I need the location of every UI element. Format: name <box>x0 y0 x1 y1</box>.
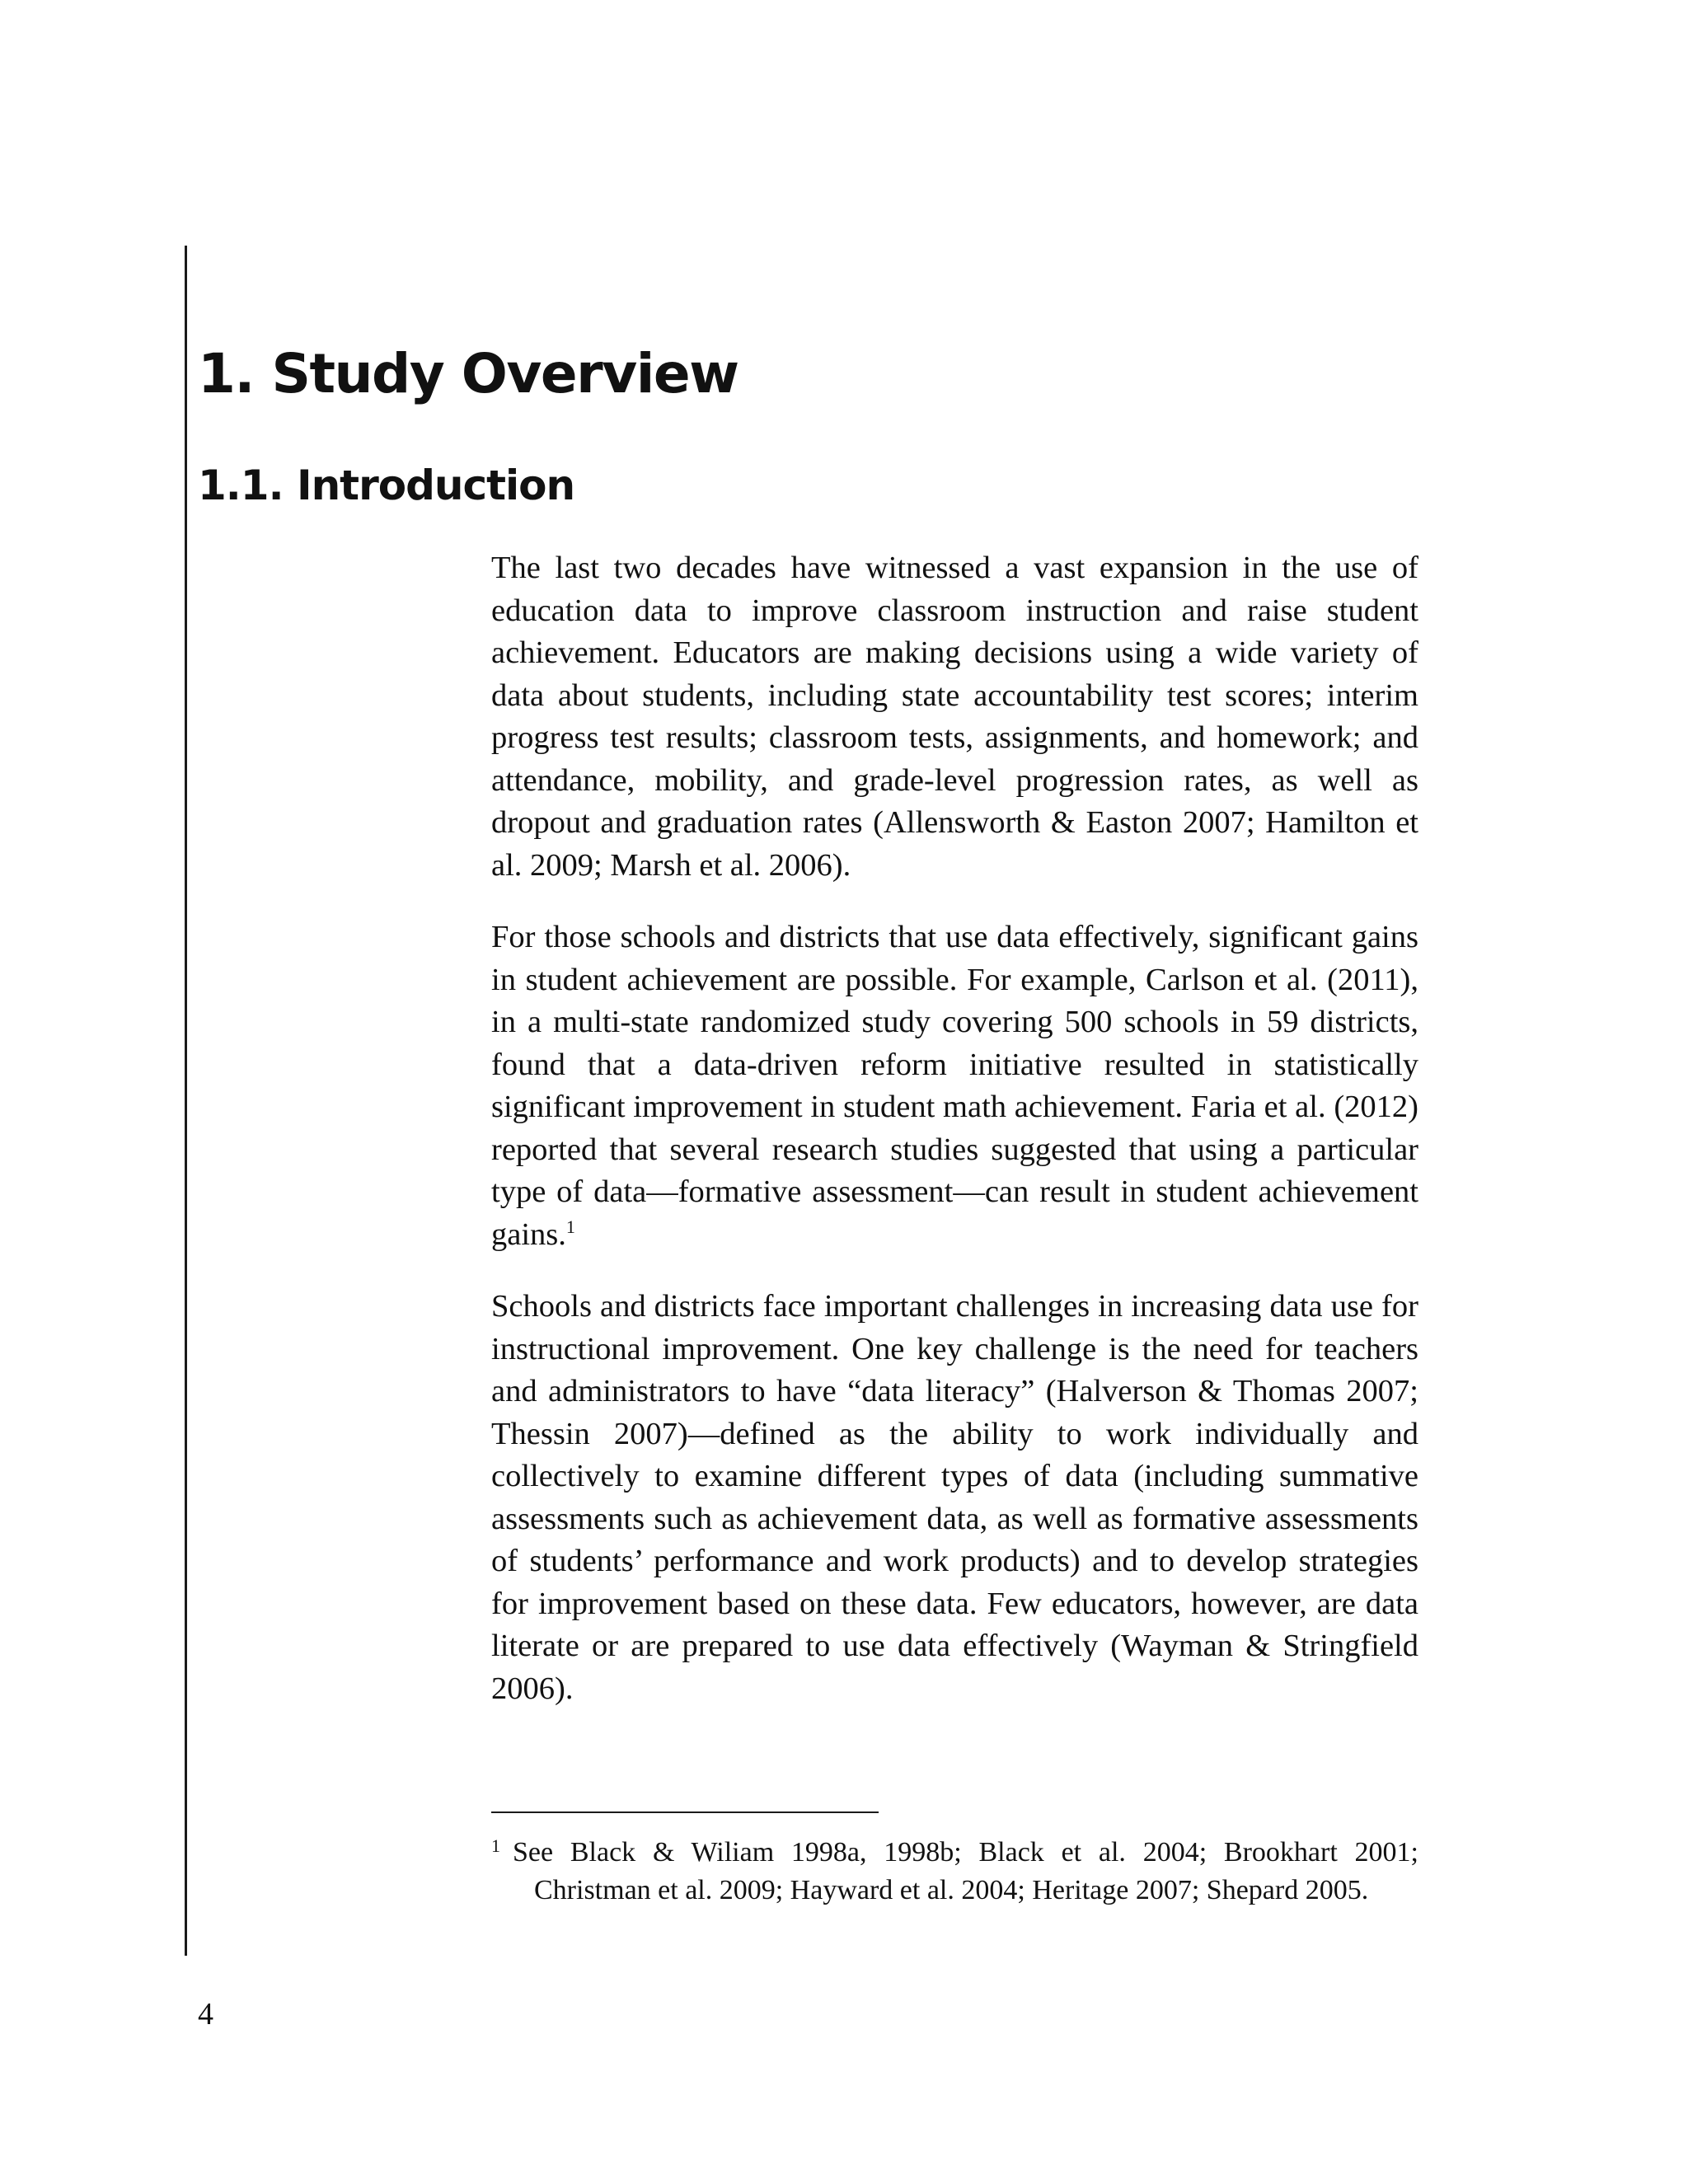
footnote-text: See Black & Wiliam 1998a, 1998b; Black et al. 2004; Brookhart 2001; Christman et al. 2009; Hayward et al. 2004; Heritage 2007; Shepard 2005. <box>513 1837 1418 1905</box>
footnote-number: 1 <box>491 1835 500 1856</box>
chapter-title: 1. Study Overview <box>198 342 738 405</box>
body-text <box>491 547 1418 1740</box>
paragraph <box>491 916 1418 1256</box>
paragraph: Schools and districts face important challenges in increasing data use for instructional improvement. One key challenge is the need for teachers and administrators to have “data literacy” (Halverson & Thomas 2007; Thessin 2007)—defined as the ability to work individually and collectively to examine different types of data (including summative assessments such as achievement data, as well as formative assessments of students’ performance and work products) and to develop strategies for improvement based on these data. Few educators, however, are data literate or are prepared to use data effectively (Wayman & Stringfield 2006). <box>491 1289 1418 1706</box>
footnote <box>491 1834 1418 1910</box>
paragraph-text: For those schools and districts that use data effectively, significant gains in student achievement are possible. For example, Carlson et al. (2011), in a multi-state randomized study covering 500 schools in 59 districts, found that a data-driven reform initiative resulted in statistically significant improvement in student math achievement. Faria et al. (2012) reported that several research studies suggested that using a particular type of data—formative assessment—can result in student achievement gains. <box>491 920 1418 1252</box>
footnote-divider <box>491 1811 879 1813</box>
footnote-reference[interactable]: 1 <box>565 1216 575 1237</box>
margin-rule <box>185 246 187 1956</box>
section-title: 1.1. Introduction <box>198 462 575 509</box>
paragraph: The last two decades have witnessed a vast expansion in the use of education data to improve classroom instruction and raise student achievement. Educators are making decisions using a wide variety of data about students, including state accountability test scores; interim progress test results; classroom tests, assignments, and homework; and attendance, mobility, and grade-level progression rates, as well as dropout and graduation rates (Allensworth & Easton 2007; Hamilton et al. 2009; Marsh et al. 2006). <box>491 551 1418 883</box>
page-number: 4 <box>198 1997 213 2032</box>
